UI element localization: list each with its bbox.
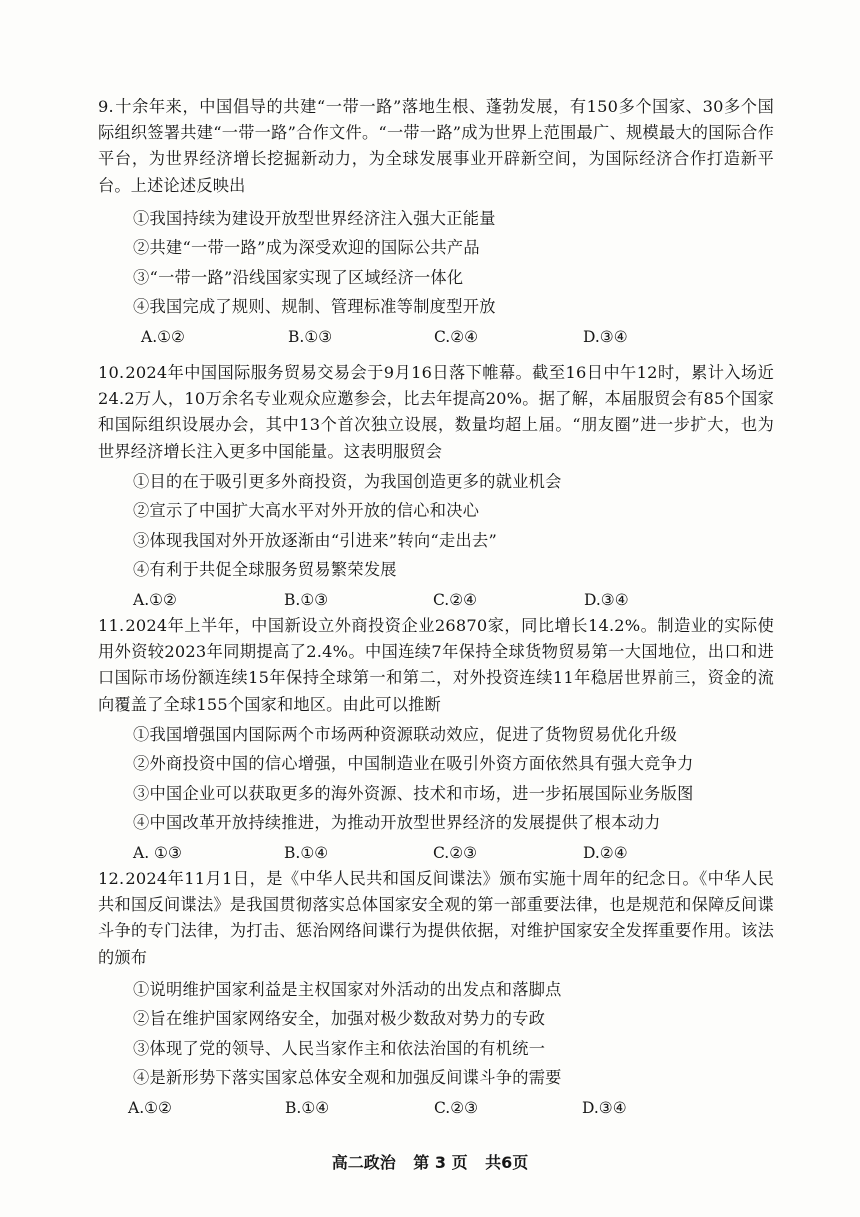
answer-choices	[0, 1095, 860, 1124]
option-2: ②外商投资中国的信心增强，中国制造业在吸引外资方面依然具有强大竞争力	[133, 754, 694, 774]
question-stem	[98, 94, 774, 199]
option-list	[0, 204, 860, 322]
footer-total-pages: 共6页	[485, 1153, 529, 1172]
choice-d[interactable]: D.②④	[583, 843, 628, 862]
question-stem	[98, 613, 774, 718]
option-4: ④我国完成了规则、规制、管理标准等制度型开放	[133, 297, 496, 317]
choice-b[interactable]: B.①③	[288, 327, 333, 346]
choice-a[interactable]: A.①②	[133, 590, 177, 609]
page-footer	[0, 1150, 860, 1173]
choice-a[interactable]: A. ①③	[133, 843, 182, 862]
option-4: ④有利于共促全球服务贸易繁荣发展	[133, 560, 397, 580]
choice-a[interactable]: A.①②	[128, 1098, 172, 1117]
option-2: ②旨在维护国家网络安全，加强对极少数敌对势力的专政	[133, 1009, 546, 1029]
question-stem	[98, 360, 774, 465]
question-9	[0, 94, 860, 353]
question-number: 9.	[98, 97, 114, 116]
option-4: ④是新形势下落实国家总体安全观和加强反间谍斗争的需要	[133, 1068, 562, 1088]
option-1: ①说明维护国家利益是主权国家对外活动的出发点和落脚点	[133, 979, 562, 999]
option-1: ①我国持续为建设开放型世界经济注入强大正能量	[133, 208, 496, 228]
choice-c[interactable]: C.②④	[434, 327, 479, 346]
footer-page-number: 第 3 页	[413, 1153, 468, 1172]
question-text: 十余年来，中国倡导的共建“一带一路”落地生根、蓬勃发展，有150多个国家、30多个国际组织签署共建“一带一路”合作文件。“一带一路”成为世界上范围最广、规模最大的国际合作平台，为世界经济增长挖掘新动力，为全球发展事业开辟新空间，为国际经济合作打造新平台。上述论述反映出	[98, 97, 774, 195]
choice-c[interactable]: C.②③	[433, 843, 478, 862]
question-text: 2024年中国国际服务贸易交易会于9月16日落下帷幕。截至16日中午12时，累计入场近24.2万人，10万余名专业观众应邀参会，比去年提高20%。据了解，本届服贸会有85个国家和国际组织设展办会，其中13个首次独立设展，数量均超上届。“朋友圈”进一步扩大，也为世界经济增长注入更多中国能量。这表明服贸会	[98, 363, 774, 461]
option-list	[0, 975, 860, 1093]
option-2: ②宣示了中国扩大高水平对外开放的信心和决心	[133, 501, 480, 521]
choice-d[interactable]: D.③④	[584, 590, 629, 609]
option-3: ③中国企业可以获取更多的海外资源、技术和市场，进一步拓展国际业务版图	[133, 783, 694, 803]
choice-d[interactable]: D.③④	[582, 1098, 627, 1117]
option-4: ④中国改革开放持续推进，为推动开放型世界经济的发展提供了根本动力	[133, 813, 661, 833]
answer-choices	[0, 324, 860, 353]
option-list	[0, 720, 860, 838]
question-12	[0, 866, 860, 1124]
question-number: 10.	[98, 363, 125, 382]
choice-c[interactable]: C.②④	[433, 590, 478, 609]
option-1: ①目的在于吸引更多外商投资，为我国创造更多的就业机会	[133, 471, 562, 491]
option-list	[0, 467, 860, 585]
question-10	[0, 360, 860, 616]
question-number: 12.	[98, 869, 125, 888]
question-11	[0, 613, 860, 869]
answer-choices	[0, 840, 860, 869]
footer-subject: 高二政治	[331, 1153, 396, 1172]
choice-b[interactable]: B.①④	[284, 843, 329, 862]
choice-a[interactable]: A.①②	[141, 327, 185, 346]
choice-b[interactable]: B.①④	[285, 1098, 330, 1117]
question-text: 2024年上半年，中国新设立外商投资企业26870家，同比增长14.2%。制造业的实际使用外资较2023年同期提高了2.4%。中国连续7年保持全球货物贸易第一大国地位，出口和进口国际市场份额连续15年保持全球第一和第二，对外投资连续11年稳居世界前三，资金的流向覆盖了全球155个国家和地区。由此可以推断	[98, 616, 774, 714]
question-number: 11.	[98, 616, 125, 635]
option-3: ③体现了党的领导、人民当家作主和依法治国的有机统一	[133, 1038, 546, 1058]
choice-c[interactable]: C.②③	[434, 1098, 479, 1117]
question-stem	[98, 866, 774, 971]
option-2: ②共建“一带一路”成为深受欢迎的国际公共产品	[133, 238, 480, 258]
option-1: ①我国增强国内国际两个市场两种资源联动效应，促进了货物贸易优化升级	[133, 724, 678, 744]
option-3: ③体现我国对外开放逐渐由“引进来”转向“走出去”	[133, 530, 498, 550]
option-3: ③“一带一路”沿线国家实现了区域经济一体化	[133, 267, 464, 287]
choice-d[interactable]: D.③④	[583, 327, 628, 346]
question-text: 2024年11月1日，是《中华人民共和国反间谍法》颁布实施十周年的纪念日。《中华人民共和国反间谍法》是我国贯彻落实总体国家安全观的第一部重要法律，也是规范和保障反间谍斗争的专门法律，为打击、惩治网络间谍行为提供依据，对维护国家安全发挥重要作用。该法的颁布	[98, 869, 774, 967]
choice-b[interactable]: B.①③	[284, 590, 329, 609]
answer-choices	[0, 587, 860, 616]
